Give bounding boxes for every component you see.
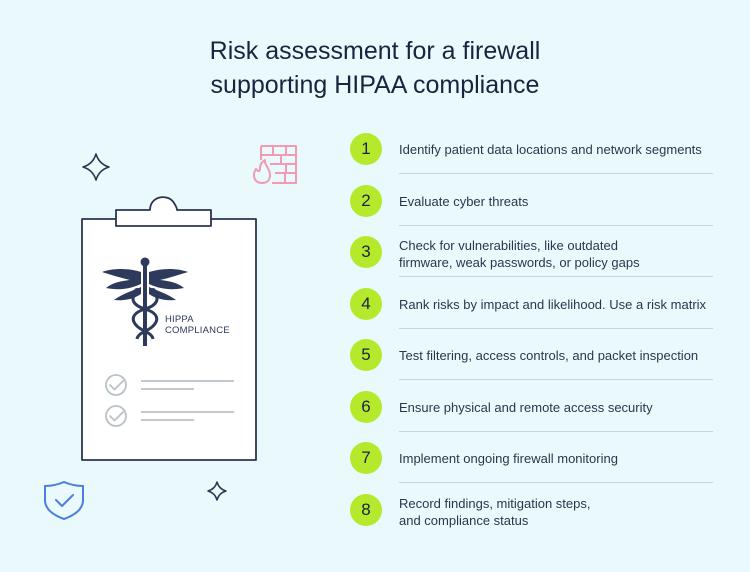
divider (399, 225, 713, 226)
step-number-badge: 1 (350, 133, 382, 165)
divider (399, 173, 713, 174)
shield-check-icon (45, 482, 83, 519)
step-number-badge: 8 (350, 494, 382, 526)
step-number-badge: 6 (350, 391, 382, 423)
sparkle-icon (83, 154, 109, 180)
step-item (348, 183, 718, 235)
step-item (348, 286, 718, 338)
step-number-badge: 4 (350, 288, 382, 320)
step-text: Rank risks by impact and likelihood. Use a risk matrix (399, 296, 707, 312)
title-line-1: Risk assessment for a firewall (209, 37, 541, 65)
title-line-2: supporting HIPAA compliance (210, 71, 540, 99)
divider (399, 431, 713, 432)
step-text: Check for vulnerabilities, like outdated firmware, weak passwords, or policy gaps (399, 238, 640, 270)
step-number-badge: 5 (350, 339, 382, 371)
compliance-label-line-1: HIPPA (165, 314, 194, 325)
compliance-label (165, 314, 230, 336)
step-number-badge: 7 (350, 442, 382, 474)
step-item (348, 492, 718, 544)
step-item (348, 131, 718, 183)
step-item (348, 337, 718, 389)
step-text: Ensure physical and remote access security (399, 399, 653, 415)
step-text: Test filtering, access controls, and packet inspection (399, 348, 699, 363)
divider (399, 482, 713, 483)
step-item (348, 234, 718, 286)
divider (399, 379, 713, 380)
sparkle-icon (208, 482, 226, 500)
firewall-icon (254, 146, 296, 183)
step-text: Record findings, mitigation steps, and compliance status (399, 495, 591, 528)
step-text: Implement ongoing firewall monitoring (399, 451, 618, 466)
compliance-label-line-2: COMPLIANCE (165, 325, 230, 336)
step-item (348, 440, 718, 492)
step-number-badge: 2 (350, 185, 382, 217)
step-text: Identify patient data locations and network segments (399, 142, 702, 157)
step-item (348, 389, 718, 441)
step-text: Evaluate cyber threats (399, 193, 529, 209)
step-number-badge: 3 (350, 236, 382, 268)
divider (399, 276, 713, 277)
steps-list (348, 131, 718, 543)
divider (399, 328, 713, 329)
